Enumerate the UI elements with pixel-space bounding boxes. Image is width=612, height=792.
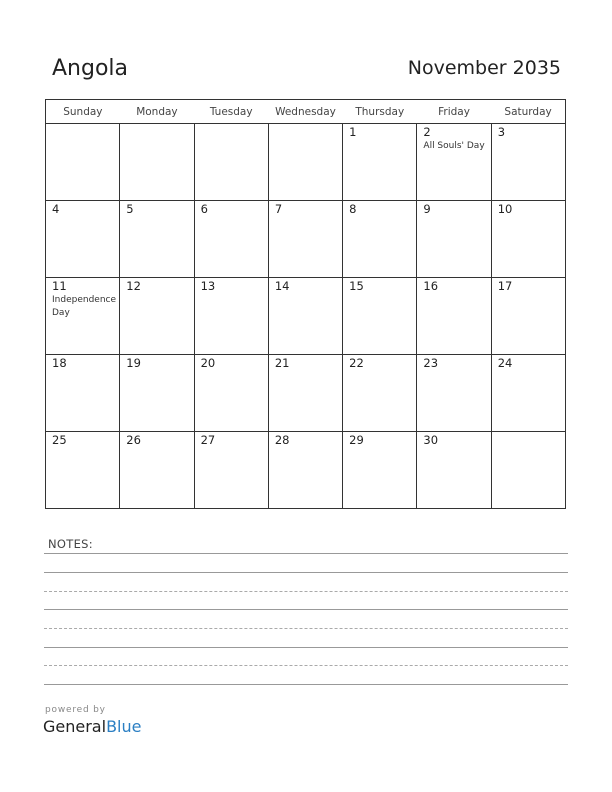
day-cell bbox=[343, 355, 417, 432]
week-row bbox=[46, 355, 566, 432]
powered-by-text: powered by bbox=[45, 705, 106, 715]
day-number: 22 bbox=[349, 356, 364, 370]
day-cell bbox=[491, 355, 565, 432]
week-row bbox=[46, 124, 566, 201]
day-cell bbox=[120, 201, 194, 278]
weekday-wednesday: Wednesday bbox=[268, 100, 342, 124]
day-number: 19 bbox=[126, 356, 141, 370]
day-number: 8 bbox=[349, 202, 357, 216]
day-number: 21 bbox=[274, 356, 290, 370]
day-cell bbox=[491, 278, 565, 355]
brand-general: General bbox=[43, 717, 107, 736]
generalblue-logo[interactable] bbox=[43, 717, 141, 736]
day-cell bbox=[120, 124, 194, 201]
day-cell bbox=[46, 124, 120, 201]
day-cell bbox=[417, 432, 491, 509]
week-row bbox=[46, 278, 566, 355]
day-number: 7 bbox=[274, 202, 283, 216]
day-cell bbox=[268, 201, 342, 278]
day-cell bbox=[46, 201, 120, 278]
day-number: 18 bbox=[52, 356, 67, 370]
calendar-grid bbox=[45, 99, 566, 509]
day-number: 14 bbox=[274, 279, 290, 293]
weekday-sunday: Sunday bbox=[46, 100, 120, 124]
notes-line bbox=[44, 553, 568, 554]
day-number: 11 bbox=[52, 279, 67, 293]
notes-line bbox=[44, 572, 568, 573]
brand-blue: Blue bbox=[106, 717, 142, 736]
day-cell bbox=[343, 201, 417, 278]
day-number: 2 bbox=[423, 125, 431, 139]
weekday-header-row bbox=[46, 100, 566, 124]
week-row bbox=[46, 432, 566, 509]
day-cell bbox=[343, 124, 417, 201]
day-number: 5 bbox=[126, 202, 134, 216]
day-cell bbox=[194, 432, 268, 509]
weekday-friday: Friday bbox=[417, 100, 491, 124]
day-number: 16 bbox=[423, 279, 439, 293]
day-number: 13 bbox=[200, 279, 216, 293]
day-cell bbox=[120, 278, 194, 355]
day-cell bbox=[268, 278, 342, 355]
day-number: 10 bbox=[497, 202, 513, 216]
day-number: 26 bbox=[126, 433, 141, 447]
day-cell bbox=[491, 432, 565, 509]
holiday-label: Independence Day bbox=[52, 295, 117, 318]
day-number: 3 bbox=[497, 125, 506, 139]
notes-line bbox=[44, 665, 568, 666]
day-cell bbox=[417, 278, 491, 355]
day-cell bbox=[417, 124, 491, 201]
country-title: Angola bbox=[52, 56, 129, 81]
day-cell bbox=[417, 201, 491, 278]
day-number: 15 bbox=[349, 279, 364, 293]
day-cell bbox=[194, 278, 268, 355]
day-cell bbox=[268, 124, 342, 201]
weekday-tuesday: Tuesday bbox=[194, 100, 268, 124]
notes-line bbox=[44, 591, 568, 592]
day-number: 24 bbox=[497, 356, 513, 370]
weekday-thursday: Thursday bbox=[343, 100, 417, 124]
day-number: 28 bbox=[274, 433, 290, 447]
notes-label: NOTES: bbox=[48, 537, 93, 551]
month-year-title: November 2035 bbox=[407, 57, 561, 79]
day-cell bbox=[120, 355, 194, 432]
day-number: 4 bbox=[52, 202, 60, 216]
day-cell bbox=[46, 432, 120, 509]
notes-line bbox=[44, 684, 568, 685]
weekday-saturday: Saturday bbox=[491, 100, 565, 124]
day-cell bbox=[491, 201, 565, 278]
weekday-monday: Monday bbox=[120, 100, 194, 124]
day-number: 27 bbox=[200, 433, 216, 447]
day-number: 25 bbox=[52, 433, 67, 447]
day-cell bbox=[343, 278, 417, 355]
day-cell bbox=[194, 201, 268, 278]
day-number: 6 bbox=[200, 202, 208, 216]
week-row bbox=[46, 201, 566, 278]
day-cell bbox=[46, 278, 120, 355]
day-cell bbox=[120, 432, 194, 509]
day-cell bbox=[491, 124, 565, 201]
holiday-label: All Souls' Day bbox=[423, 141, 485, 151]
day-cell bbox=[268, 355, 342, 432]
day-number: 29 bbox=[349, 433, 364, 447]
day-number: 20 bbox=[200, 356, 216, 370]
day-cell bbox=[194, 355, 268, 432]
day-number: 1 bbox=[349, 125, 357, 139]
day-number: 12 bbox=[126, 279, 141, 293]
day-cell bbox=[417, 355, 491, 432]
day-cell bbox=[343, 432, 417, 509]
day-cell bbox=[194, 124, 268, 201]
day-number: 30 bbox=[423, 433, 439, 447]
notes-line bbox=[44, 628, 568, 629]
day-cell bbox=[46, 355, 120, 432]
notes-line bbox=[44, 647, 568, 648]
notes-line bbox=[44, 609, 568, 610]
day-number: 23 bbox=[423, 356, 439, 370]
day-number: 9 bbox=[423, 202, 431, 216]
day-number: 17 bbox=[497, 279, 513, 293]
day-cell bbox=[268, 432, 342, 509]
